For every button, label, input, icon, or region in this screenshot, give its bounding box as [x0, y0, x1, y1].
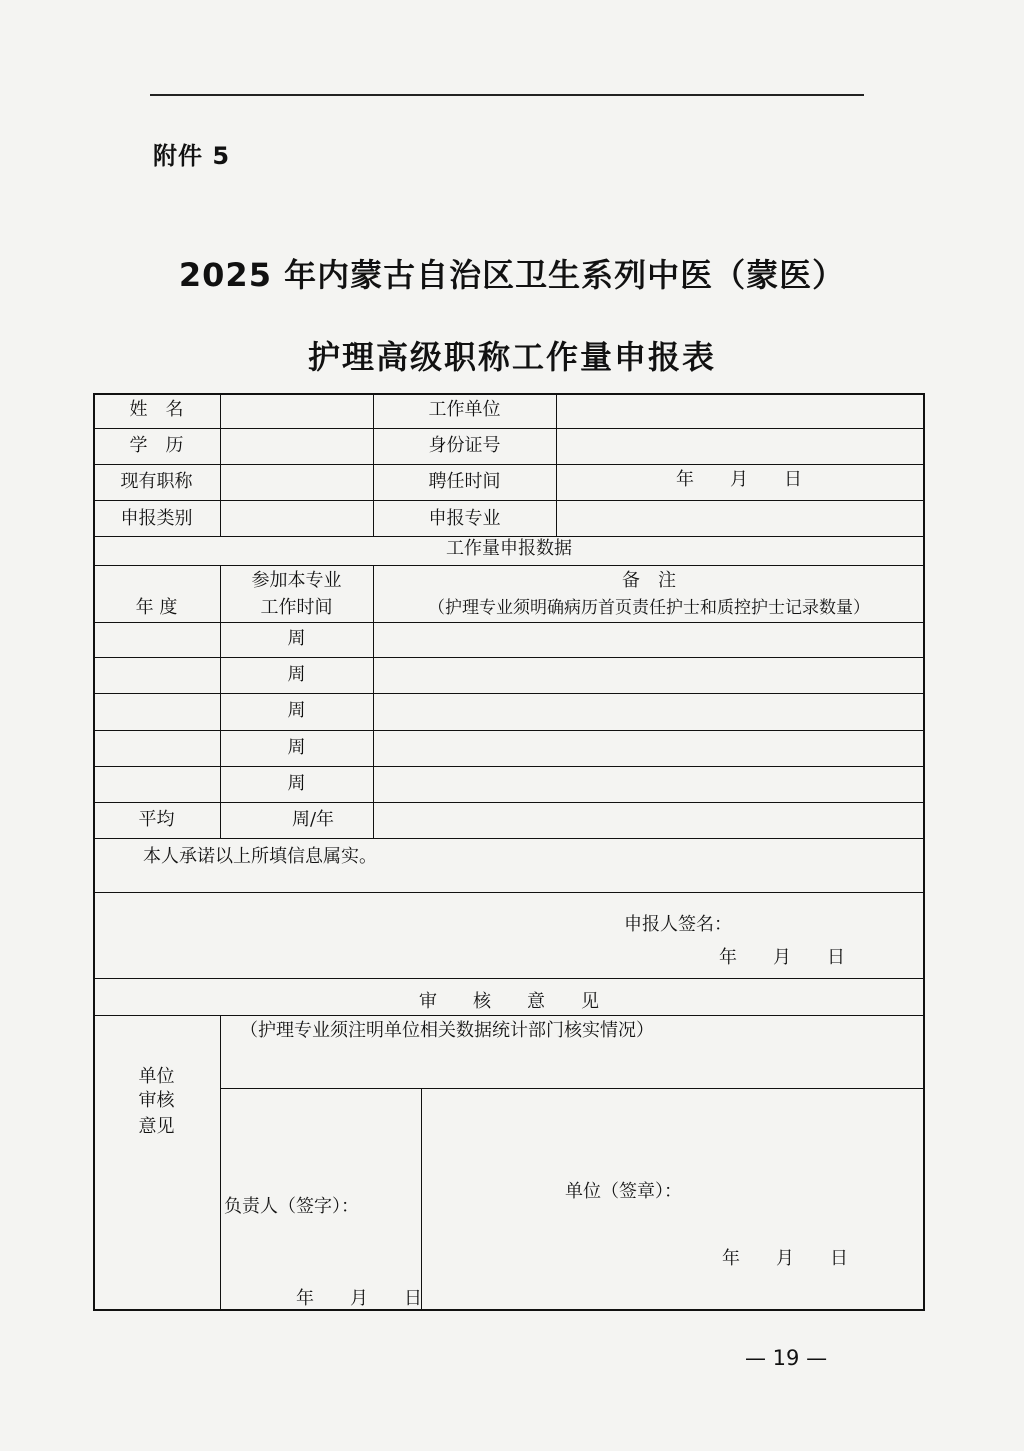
row-line: [93, 838, 925, 839]
year-field[interactable]: [95, 700, 218, 724]
category-label: 申报类别: [120, 508, 193, 529]
weeks-unit: 周: [287, 700, 306, 721]
education-label: 学 历: [129, 435, 184, 456]
row-line: [93, 730, 925, 731]
remark-field[interactable]: [375, 664, 923, 688]
weeks-unit: 周: [287, 773, 306, 794]
row-line: [93, 464, 925, 465]
unit-review-label-1: 单位: [138, 1066, 175, 1087]
work-time-header-line1: 参加本专业: [251, 570, 342, 591]
remark-field[interactable]: [375, 737, 923, 761]
form-title-line2: 护理高级职称工作量申报表: [307, 338, 716, 376]
row-line: [93, 622, 925, 623]
remark-header-line2: （护理专业须明确病历首页责任护士和质控护士记录数量）: [428, 598, 870, 618]
page-number: — 19 —: [745, 1346, 828, 1370]
form-title-line1: 2025 年内蒙古自治区卫生系列中医（蒙医）: [178, 256, 846, 294]
unit-seal-label: 单位（签章）：: [565, 1181, 682, 1202]
average-unit: 周/年: [291, 809, 335, 830]
name-field[interactable]: [222, 399, 372, 425]
workload-section-title: 工作量申报数据: [446, 538, 572, 559]
specialty-field[interactable]: [558, 507, 922, 533]
row-line: [93, 428, 925, 429]
hire-date-field[interactable]: 年 月 日: [676, 469, 802, 490]
row-line: [93, 657, 925, 658]
row-line: [93, 693, 925, 694]
year-column-header: 年 度: [135, 597, 178, 618]
row-line: [93, 565, 925, 566]
year-field[interactable]: [95, 773, 218, 797]
remark-field[interactable]: [375, 628, 923, 652]
pledge-text: 本人承诺以上所填信息属实。: [143, 846, 377, 867]
remark-header-line1: 备 注: [622, 570, 676, 591]
current-title-field[interactable]: [222, 471, 372, 497]
col-line: [421, 1088, 422, 1311]
row-line: [93, 766, 925, 767]
year-field[interactable]: [95, 628, 218, 652]
unit-review-label-2: 审核: [138, 1090, 175, 1111]
col-line: [220, 393, 221, 536]
name-label: 姓 名: [129, 399, 184, 420]
row-line: [93, 536, 925, 537]
unit-review-label-3: 意见: [138, 1116, 175, 1137]
review-section-title: 审 核 意 见: [419, 991, 599, 1012]
weeks-unit: 周: [287, 664, 306, 685]
col-line: [556, 393, 557, 536]
remark-field[interactable]: [375, 773, 923, 797]
work-time-header-line2: 工作时间: [260, 597, 333, 618]
row-line: [93, 802, 925, 803]
remark-field[interactable]: [375, 700, 923, 724]
col-line: [220, 1015, 221, 1311]
unit-seal-date: 年 月 日: [722, 1248, 848, 1269]
hire-time-label: 聘任时间: [428, 471, 501, 492]
id-number-label: 身份证号: [428, 435, 501, 456]
year-field[interactable]: [95, 664, 218, 688]
workplace-label: 工作单位: [428, 399, 501, 420]
category-field[interactable]: [222, 507, 372, 533]
attachment-label: 附件 5: [153, 142, 231, 170]
row-line: [93, 500, 925, 501]
applicant-signature-label: 申报人签名：: [624, 914, 732, 935]
id-number-field[interactable]: [558, 435, 922, 461]
specialty-label: 申报专业: [428, 508, 501, 529]
header-rule: [150, 94, 864, 96]
average-label: 平均: [138, 809, 175, 830]
leader-sign-date: 年 月 日: [296, 1288, 422, 1309]
weeks-unit: 周: [287, 628, 306, 649]
row-line: [93, 892, 925, 893]
workplace-field[interactable]: [558, 399, 922, 425]
review-note: （护理专业须注明单位相关数据统计部门核实情况）: [240, 1020, 654, 1041]
leader-signature-label: 负责人（签字）：: [224, 1196, 359, 1217]
row-line: [93, 978, 925, 979]
applicant-sign-date: 年 月 日: [719, 947, 845, 968]
education-field[interactable]: [222, 435, 372, 461]
row-line: [93, 1015, 925, 1016]
row-line: [220, 1088, 925, 1089]
year-field[interactable]: [95, 737, 218, 761]
weeks-unit: 周: [287, 737, 306, 758]
current-title-label: 现有职称: [120, 471, 193, 492]
